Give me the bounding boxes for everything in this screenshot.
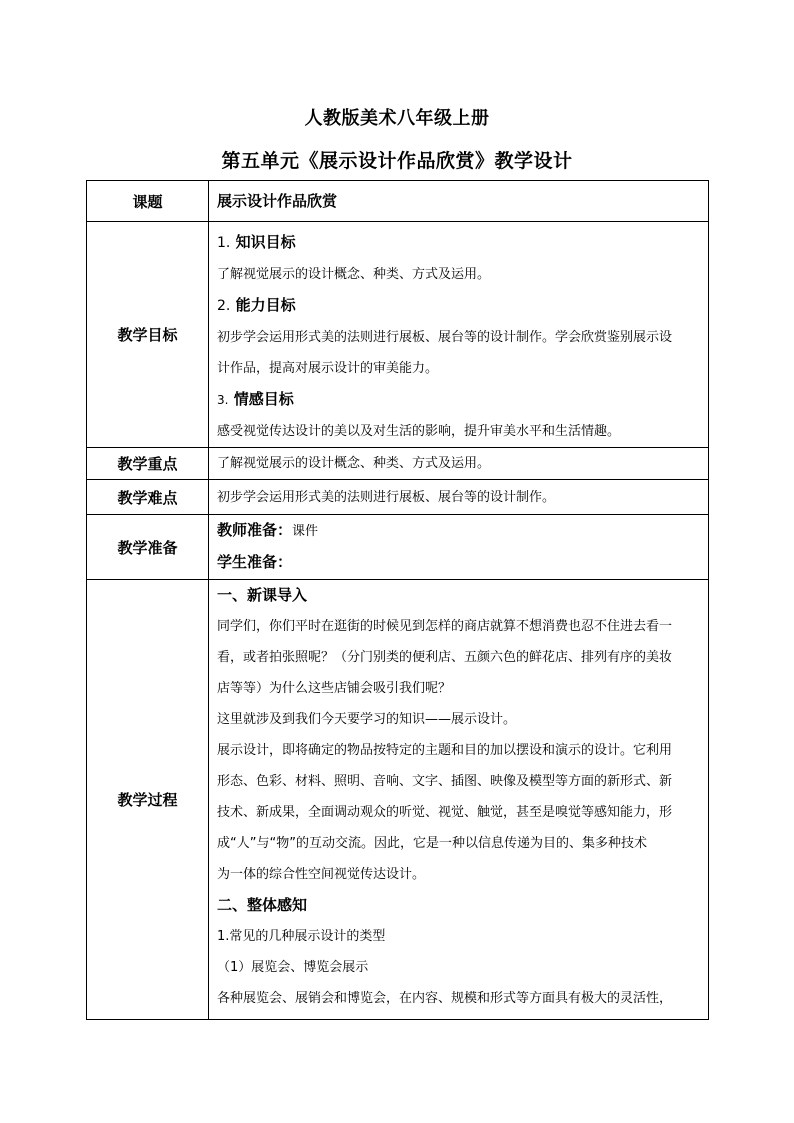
process-cell (209, 580, 709, 1020)
intro-line-5: 展示设计，即将确定的物品按特定的主题和目的加以摆设和演示的设计。它利用 (217, 743, 673, 758)
intro-line-2: 看，或者拍张照呢？（分门别类的便利店、五颜六色的鲜花店、排列有序的美妆 (217, 650, 673, 665)
objective-text-ability-line2: 计作品，提高对展示设计的审美能力。 (217, 361, 439, 376)
document-subtitle: 第五单元《展示设计作品欣赏》教学设计 (221, 150, 573, 172)
topic-value: 展示设计作品欣赏 (217, 192, 338, 210)
key-points-value: 了解视觉展示的设计概念、种类、方式及运用。 (217, 456, 491, 471)
key-points-cell (209, 448, 709, 480)
lesson-plan-table (86, 180, 709, 1020)
objectives-cell (209, 222, 709, 448)
table-row-difficulties (87, 480, 709, 515)
section-heading-intro: 一、新课导入 (217, 586, 308, 604)
objective-text-ability-line1: 初步学会运用形式美的法则进行展板、展台等的设计制作。学会欣赏鉴别展示设 (217, 330, 673, 345)
intro-line-1: 同学们，你们平时在逛街的时候见到怎样的商店就算不想消费也忍不住进去看一 (217, 619, 673, 634)
objective-heading-emotion: 3. 情感目标 (217, 390, 294, 408)
student-preparation: 学生准备： (217, 553, 293, 571)
preparation-label: 教学准备 (87, 515, 209, 580)
process-content (217, 580, 702, 1019)
difficulties-cell (209, 480, 709, 515)
process-label: 教学过程 (87, 580, 209, 1020)
section-heading-overview: 二、整体感知 (217, 896, 308, 914)
objective-text-emotion: 感受视觉传达设计的美以及对生活的影响，提升审美水平和生活情趣。 (217, 424, 621, 439)
table-row-topic (87, 181, 709, 222)
intro-line-9: 为一体的综合性空间视觉传达设计。 (217, 867, 426, 882)
topic-cell (209, 181, 709, 222)
key-points-label: 教学重点 (87, 448, 209, 480)
table-row-key-points (87, 448, 709, 480)
table-row-preparation (87, 515, 709, 580)
objectives-label: 教学目标 (87, 222, 209, 448)
table-row-process (87, 580, 709, 1020)
overview-line-3: 各种展览会、展销会和博览会，在内容、规模和形式等方面具有极大的灵活性， (217, 991, 673, 1006)
intro-line-6: 形态、色彩、材料、照明、音响、文字、插图、映像及模型等方面的新形式、新 (217, 774, 673, 789)
difficulties-label: 教学难点 (87, 480, 209, 515)
objective-text-knowledge: 了解视觉展示的设计概念、种类、方式及运用。 (217, 267, 491, 282)
document-title: 人教版美术八年级上册 (304, 108, 490, 129)
teacher-preparation: 教师准备：课件 (217, 521, 319, 539)
preparation-cell (209, 515, 709, 580)
table-row-objectives (87, 222, 709, 448)
objective-heading-ability: 2. 能力目标 (217, 296, 296, 314)
topic-label: 课题 (87, 181, 209, 222)
intro-line-3: 店等等）为什么这些店铺会吸引我们呢？ (217, 681, 452, 696)
overview-line-1: 1.常见的几种展示设计的类型 (217, 929, 386, 944)
intro-line-4: 这里就涉及到我们今天要学习的知识——展示设计。 (217, 712, 517, 727)
objective-heading-knowledge: 1. 知识目标 (217, 233, 296, 251)
intro-line-8: 成“人”与“物”的互动交流。因此，它是一种以信息传递为目的、集多种技术 (217, 836, 647, 851)
overview-line-2: （1）展览会、博览会展示 (217, 960, 369, 975)
difficulties-value: 初步学会运用形式美的法则进行展板、展台等的设计制作。 (217, 489, 556, 505)
intro-line-7: 技术、新成果，全面调动观众的听觉、视觉、触觉，甚至是嗅觉等感知能力，形 (217, 805, 673, 820)
